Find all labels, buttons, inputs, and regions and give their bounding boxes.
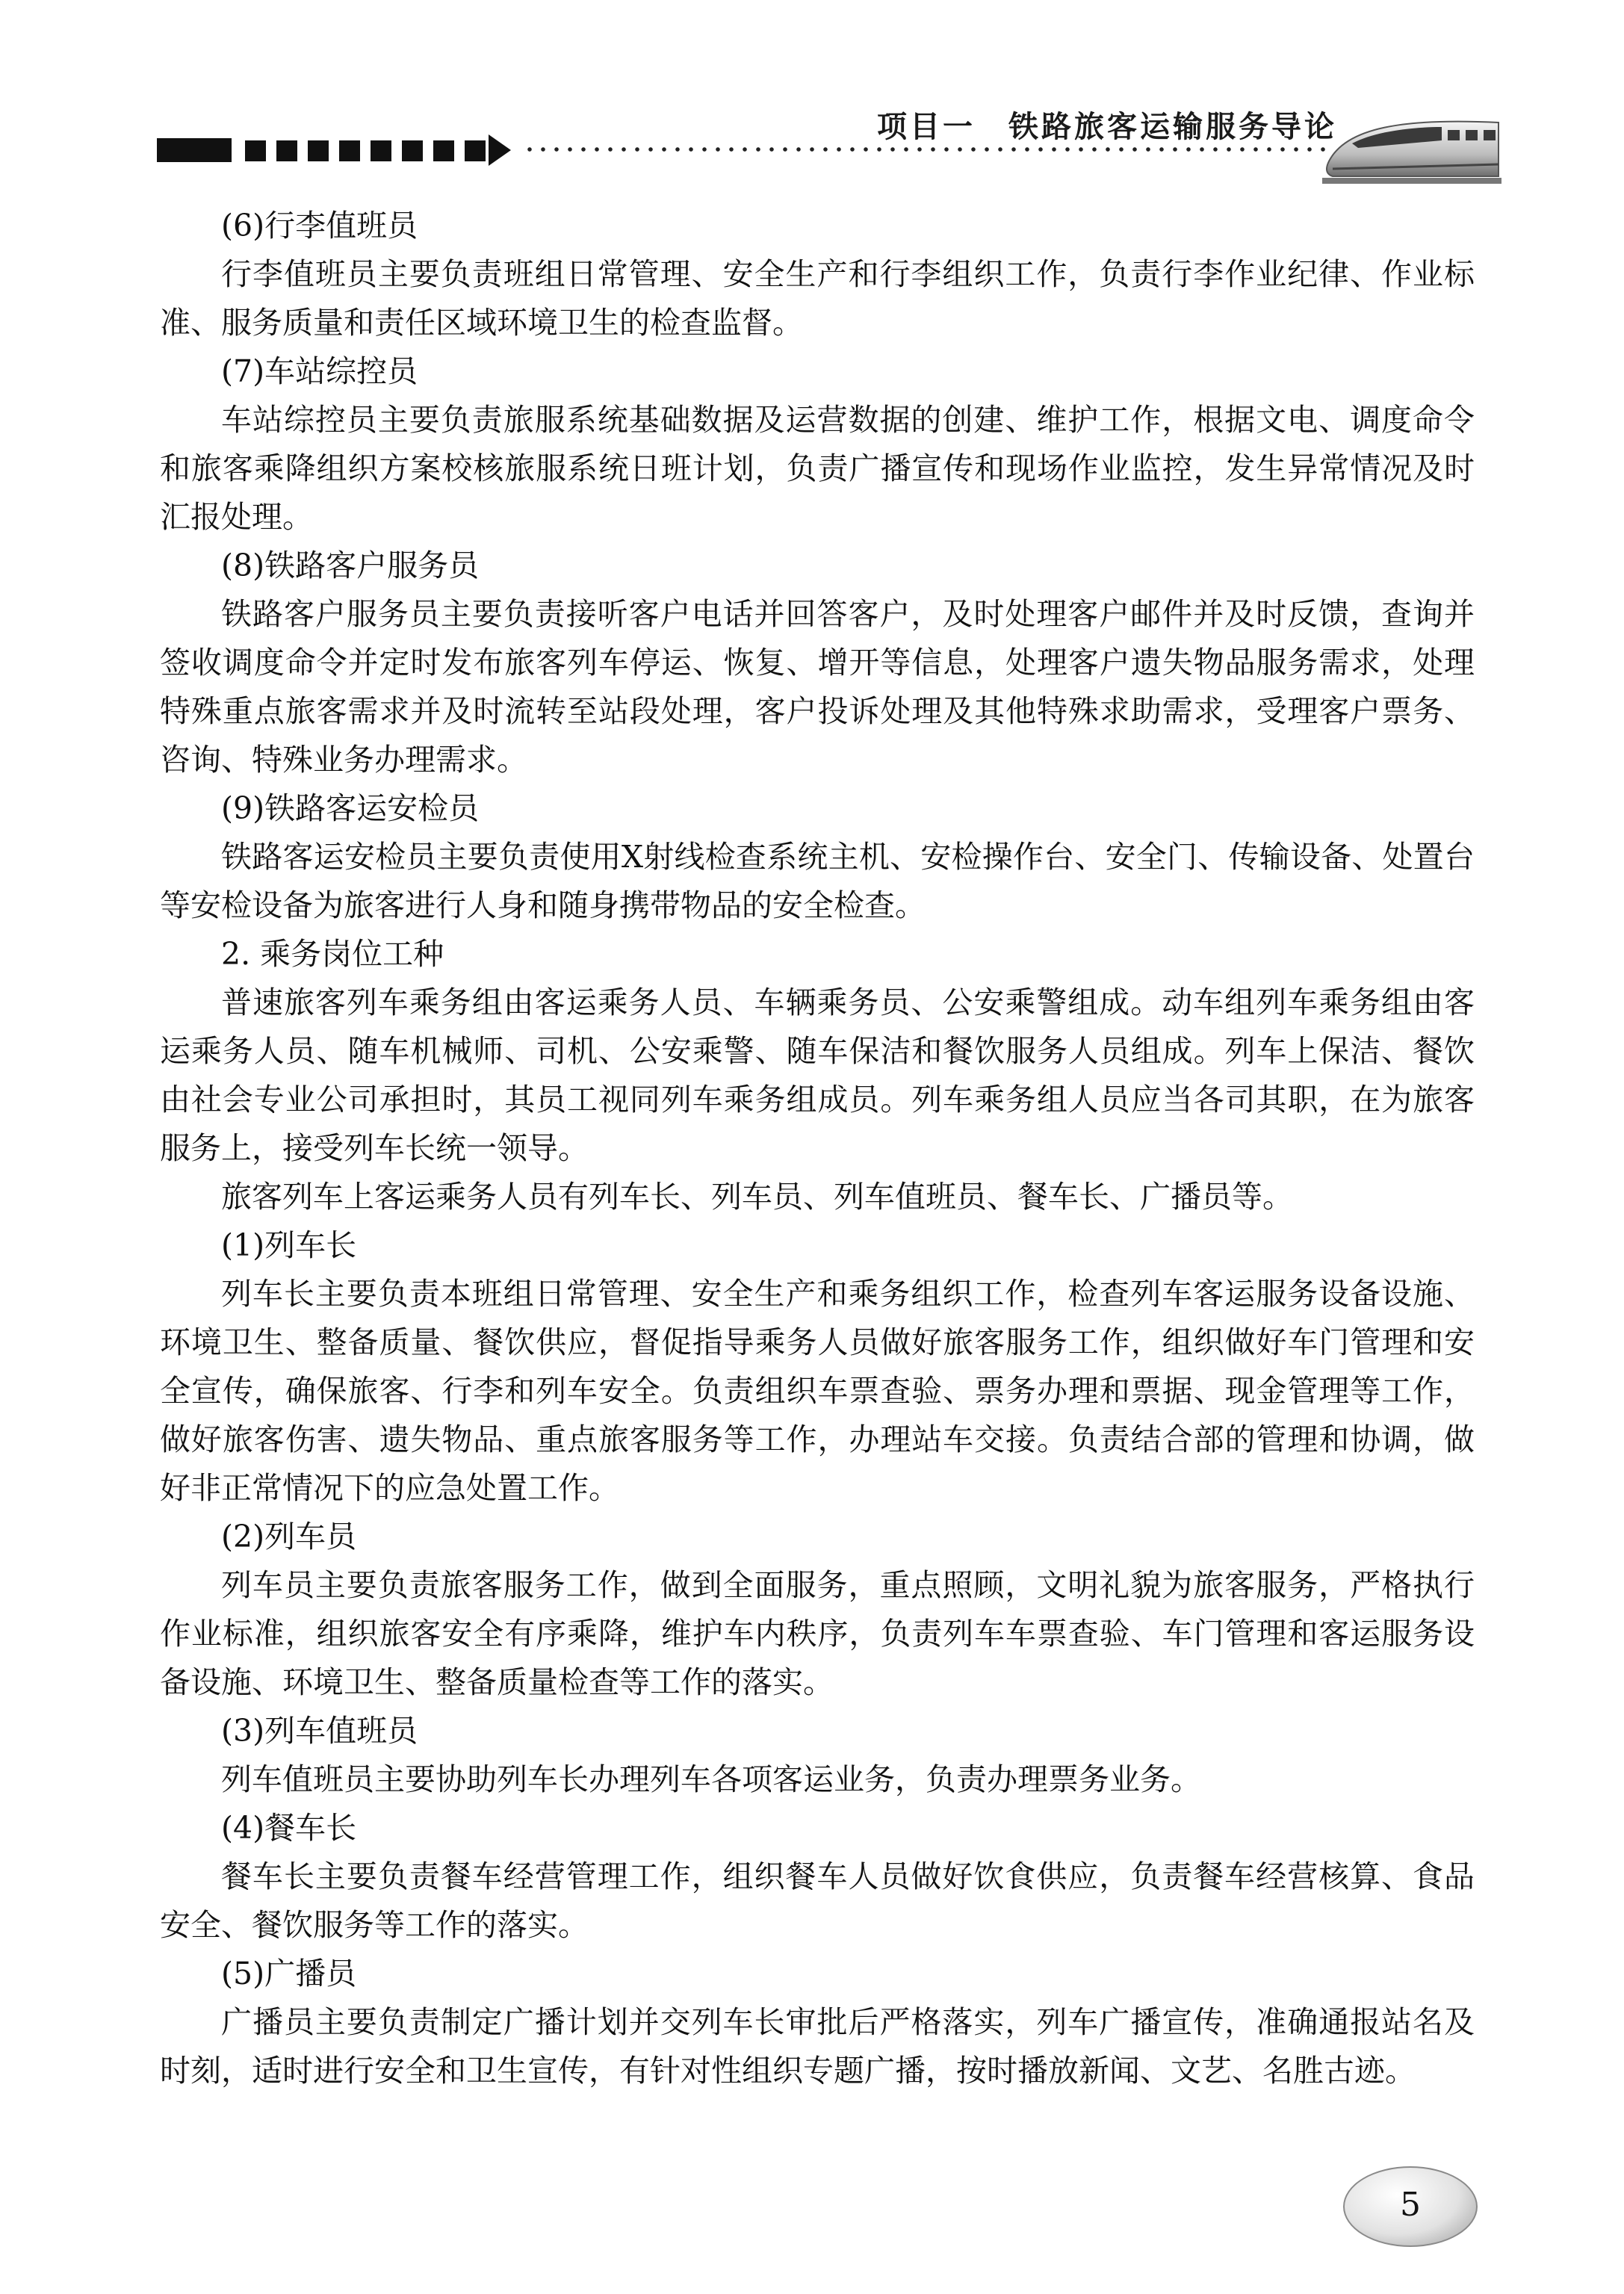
header-arrow-icon <box>489 134 511 166</box>
section-heading: (7)车站综控员 <box>221 353 418 389</box>
body-paragraph: 车站综控员主要负责旅服系统基础数据及运营数据的创建、维护工作，根据文电、调度命令和旅客乘降组织方案校核旅服系统日班计划，负责广播宣传和现场作业监控，发生异常情况及时汇报处理。 <box>160 402 1475 535</box>
section-heading: (8)铁路客户服务员 <box>221 548 480 583</box>
body-paragraph: 行李值班员主要负责班组日常管理、安全生产和行李组织工作，负责行李作业纪律、作业标准、服务质量和责任区域环境卫生的检查监督。 <box>160 256 1475 341</box>
section-heading: 2. 乘务岗位工种 <box>221 936 444 972</box>
page-header <box>0 0 1624 202</box>
body-paragraph: 列车长主要负责本班组日常管理、安全生产和乘务组织工作，检查列车客运服务设备设施、环境卫生、整备质量、餐饮供应，督促指导乘务人员做好旅客服务工作，组织做好车门管理和安全宣传，确保旅客、行李和列车安全。负责组织车票查验、票务办理和票据、现金管理等工作，做好旅客伤害、遗失物品、重点旅客服务等工作，办理站车交接。负责结合部的管理和协调，做好非正常情况下的应急处置工作。 <box>160 1276 1475 1506</box>
section-heading: (5)广播员 <box>221 1956 357 1991</box>
section-heading: (3)列车值班员 <box>221 1713 418 1749</box>
section-heading: (2)列车员 <box>221 1519 357 1554</box>
section-heading: (4)餐车长 <box>221 1810 357 1846</box>
section-heading: (6)行李值班员 <box>221 208 418 244</box>
page-number: 5 <box>1400 2186 1421 2224</box>
page-body <box>160 202 1475 2095</box>
chapter-title: 项目一 铁路旅客运输服务导论 <box>877 110 1337 144</box>
header-bar-decoration <box>157 138 232 162</box>
body-paragraph: 餐车长主要负责餐车经营管理工作，组织餐车人员做好饮食供应，负责餐车经营核算、食品安全、餐饮服务等工作的落实。 <box>160 1859 1475 1943</box>
body-paragraph: 普速旅客列车乘务组由客运乘务人员、车辆乘务员、公安乘警组成。动车组列车乘务组由客运乘务人员、随车机械师、司机、公安乘警、随车保洁和餐饮服务人员组成。列车上保洁、餐饮由社会专业公司承担时，其员工视同列车乘务组成员。列车乘务组人员应当各司其职，在为旅客服务上，接受列车长统一领导。 <box>160 985 1475 1166</box>
body-paragraph: 铁路客户服务员主要负责接听客户电话并回答客户，及时处理客户邮件并及时反馈，查询并签收调度命令并定时发布旅客列车停运、恢复、增开等信息，处理客户遗失物品服务需求，处理特殊重点旅客需求并及时流转至站段处理，客户投诉处理及其他特殊求助需求，受理客户票务、咨询、特殊业务办理需求。 <box>160 596 1475 778</box>
section-heading: (1)列车长 <box>221 1227 357 1263</box>
body-paragraph: 列车值班员主要协助列车长办理列车各项客运业务，负责办理票务业务。 <box>221 1761 1201 1797</box>
body-paragraph: 列车员主要负责旅客服务工作，做到全面服务，重点照顾，文明礼貌为旅客服务，严格执行作业标准，组织旅客安全有序乘降，维护车内秩序，负责列车车票查验、车门管理和客运服务设备设施、环境卫生、整备质量检查等工作的落实。 <box>160 1567 1475 1700</box>
header-dotted-line <box>523 147 1330 152</box>
header-squares-decoration <box>245 140 486 161</box>
train-icon <box>1322 105 1501 194</box>
section-heading: (9)铁路客运安检员 <box>221 790 480 826</box>
body-paragraph: 铁路客运安检员主要负责使用X射线检查系统主机、安检操作台、安全门、传输设备、处置台等安检设备为旅客进行人身和随身携带物品的安全检查。 <box>160 839 1475 923</box>
page-number-badge <box>1343 2166 1478 2247</box>
body-paragraph: 旅客列车上客运乘务人员有列车长、列车员、列车值班员、餐车长、广播员等。 <box>221 1179 1293 1215</box>
body-paragraph: 广播员主要负责制定广播计划并交列车长审批后严格落实，列车广播宣传，准确通报站名及时刻，适时进行安全和卫生宣传，有针对性组织专题广播，按时播放新闻、文艺、名胜古迹。 <box>160 2004 1475 2089</box>
